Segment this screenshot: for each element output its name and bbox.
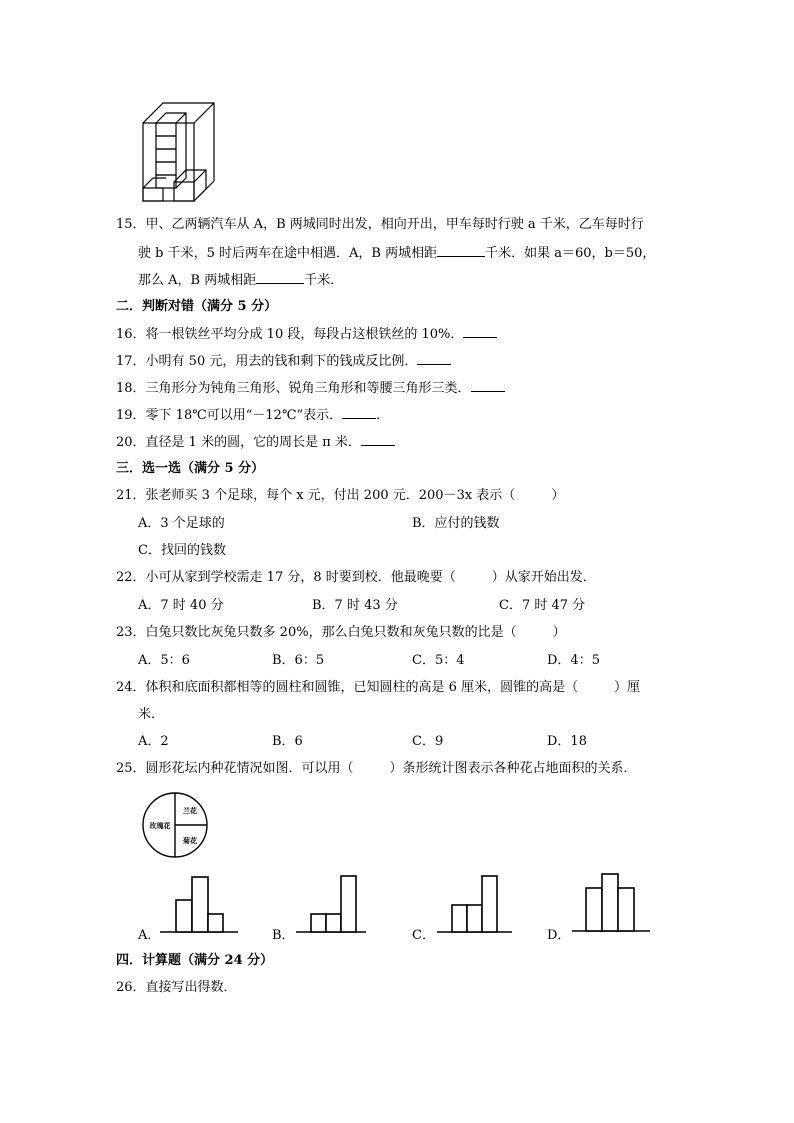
q25-a-bar-1 [176,900,192,932]
q24-option-c[interactable]: C．9 [412,734,444,749]
q25-c-bar-2 [467,905,482,932]
q15-line2 [138,244,655,263]
q25-stem-a: 25．圆形花坛内种花情况如图．可以用（ [116,761,354,776]
q22-stem-a: 22．小可从家到学校需走 17 分，8 时要到校．他最晚要（ [116,570,456,585]
q25-option-c-label: C． [412,928,435,943]
q21-option-a[interactable]: A．3 个足球的 [138,516,225,531]
q25-c-bar-3 [482,876,497,932]
q26: 26．直接写出得数． [116,980,237,995]
pie-label-orchid: 兰花 [183,807,197,815]
q20 [116,433,395,452]
q25-d-bar-2 [602,874,618,931]
q22-option-c[interactable]: C．7 时 47 分 [499,598,586,613]
q19-period: ． [376,408,390,423]
q17-text: 17．小明有 50 元，用去的钱和剩下的钱成反比例． [116,354,418,369]
q21-stem-a: 21．张老师买 3 个足球，每个 x 元，付出 200 元．200－3x 表示（ [116,488,516,503]
q15-line3 [138,271,343,290]
q22-option-a[interactable]: A．7 时 40 分 [138,598,224,613]
q24-stem-cont: 米． [138,707,165,722]
q22-option-b[interactable]: B．7 时 43 分 [312,598,398,613]
q25-b-bar-2 [326,914,341,932]
q24-option-d[interactable]: D．18 [547,734,587,749]
q16-blank[interactable] [463,325,497,338]
q17-blank[interactable] [417,352,451,365]
pie-label-chrysanthemum: 菊花 [183,837,197,845]
q24-stem-b: ）厘 [614,680,641,695]
q15-line2-text-a: 驶 b 千米，5 时后两车在途中相遇．A，B 两城相距 [138,246,438,261]
q23-option-d[interactable]: D．4：5 [547,653,600,668]
q15-line3-text-b: 千米． [304,273,344,288]
q18-blank[interactable] [471,379,505,392]
q25-option-b-label: B． [272,928,295,943]
q16-text: 16．将一根铁丝平均分成 10 段，每段占这根铁丝的 10%． [116,327,464,342]
q21-stem [116,487,564,505]
q22-stem [116,569,596,587]
pie-label-rose: 玫瑰花 [149,822,171,830]
q23-option-a[interactable]: A．5：6 [138,653,190,668]
q16 [116,325,497,344]
q15-line2-text-b: 千米．如果 a＝60，b＝50， [485,246,656,261]
q22-stem-b: ）从家开始出发． [491,570,596,585]
q18-text: 18．三角形分为钝角三角形、锐角三角形和等腰三角形三类． [116,381,471,396]
q17 [116,352,451,371]
q21-option-c[interactable]: C．找回的钱数 [138,543,226,558]
q24-option-b[interactable]: B．6 [272,734,303,749]
q24-stem-a: 24．体积和底面积都相等的圆柱和圆锥，已知圆柱的高是 6 厘米，圆锥的高是（ [116,680,579,695]
section-3-heading: 三．选一选（满分 5 分） [116,461,265,476]
q25-b-bar-1 [311,914,326,932]
q15-line3-text-a: 那么 A，B 两城相距 [138,273,257,288]
q24-stem [116,679,640,697]
q19 [116,406,389,425]
q23-stem [116,624,566,642]
q25-a-bar-2 [192,877,208,932]
q18 [116,379,505,398]
q15-blank-1[interactable] [437,244,485,257]
q25-stem-b: ）条形统计图表示各种花占地面积的关系． [389,761,637,776]
cube-stack-figure [140,100,220,204]
q21-stem-b: ） [551,488,565,503]
q19-text: 19．零下 18℃可以用“－12℃”表示． [116,408,343,423]
q25-d-bar-3 [618,888,634,931]
q25-c-bar-1 [452,905,467,932]
q15-line1: 15．甲、乙两辆汽车从 A，B 两城同时出发，相向开出，甲车每时行驶 a 千米，乙车每时行 [116,217,644,232]
q25-option-a-label: A． [138,928,161,943]
q23-option-b[interactable]: B．6：5 [272,653,325,668]
q24-option-a[interactable]: A．2 [138,734,169,749]
q20-text: 20．直径是 1 米的圆，它的周长是 π 米． [116,435,361,450]
section-2-heading: 二．判断对错（满分 5 分） [116,299,278,314]
q15-blank-2[interactable] [256,271,304,284]
section-4-heading: 四．计算题（满分 24 分） [116,953,274,968]
q19-blank[interactable] [342,406,376,419]
flower-bed-pie-figure [141,791,209,859]
q20-blank[interactable] [361,433,395,446]
q23-stem-a: 23．白兔只数比灰兔只数多 20%，那么白兔只数和灰兔只数的比是（ [116,625,517,640]
q25-a-bar-3 [208,914,223,932]
q25-d-bar-1 [586,888,602,931]
q23-option-c[interactable]: C．5：4 [412,653,465,668]
q25-stem [116,760,637,778]
q21-option-b[interactable]: B．应付的钱数 [412,516,500,531]
q25-b-bar-3 [341,876,356,932]
q25-option-figures [0,860,794,950]
q23-stem-b: ） [552,625,566,640]
q25-option-d-label: D． [547,928,571,943]
